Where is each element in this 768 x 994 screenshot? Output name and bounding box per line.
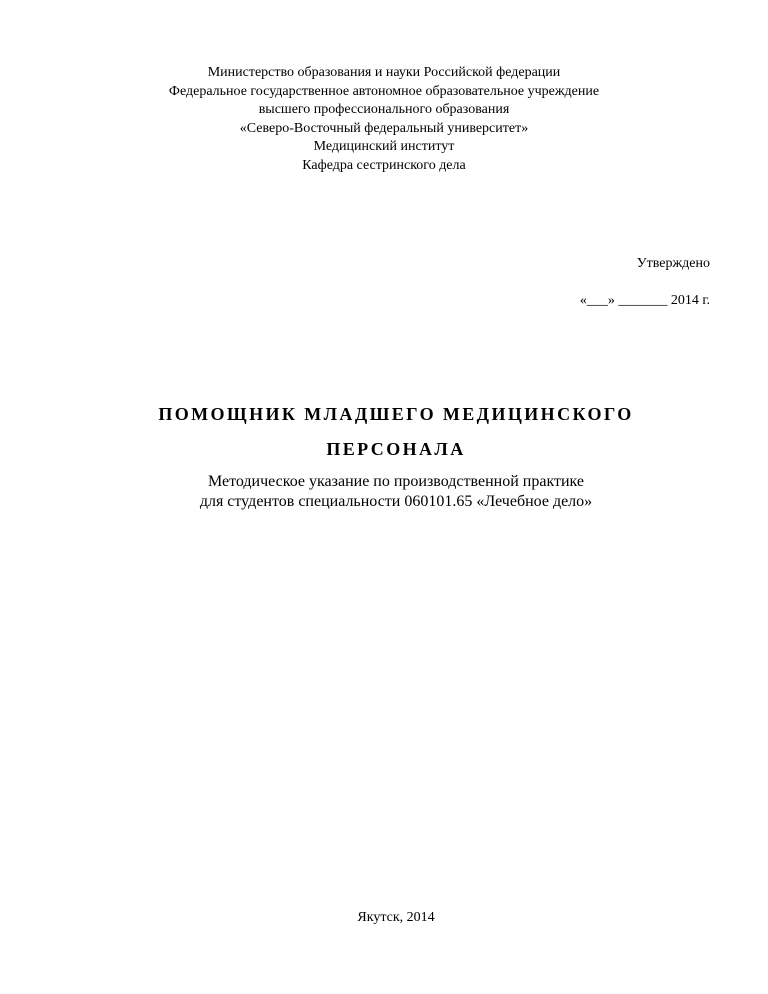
institution-header — [0, 64, 768, 175]
approval-date-line: «___» _______ 2014 г. — [579, 293, 710, 308]
document-subtitle — [12, 472, 768, 512]
document-title-line-2: ПЕРСОНАЛА — [326, 439, 466, 459]
ministry-line: Министерство образования и науки Российской федерации — [207, 65, 561, 80]
university-name-line: «Северо-Восточный федеральный университет» — [239, 120, 529, 136]
place-and-year: Якутск, 2014 — [357, 910, 435, 925]
institute-line: Медицинский институт — [313, 139, 455, 154]
document-title-line-1: ПОМОЩНИК МЛАДШЕГО МЕДИЦИНСКОГО — [158, 404, 634, 424]
approval-label: Утверждено — [636, 256, 710, 271]
institution-type-line: Федеральное государственное автономное образовательное учреждение — [168, 83, 600, 99]
education-level-line: высшего профессионального образования — [258, 102, 510, 117]
subtitle-line-1: Методическое указание по производственной практике — [207, 473, 585, 490]
subtitle-line-2: для студентов специальности 060101.65 «Лечебное дело» — [199, 493, 593, 510]
department-line: Кафедра сестринского дела — [302, 157, 466, 173]
